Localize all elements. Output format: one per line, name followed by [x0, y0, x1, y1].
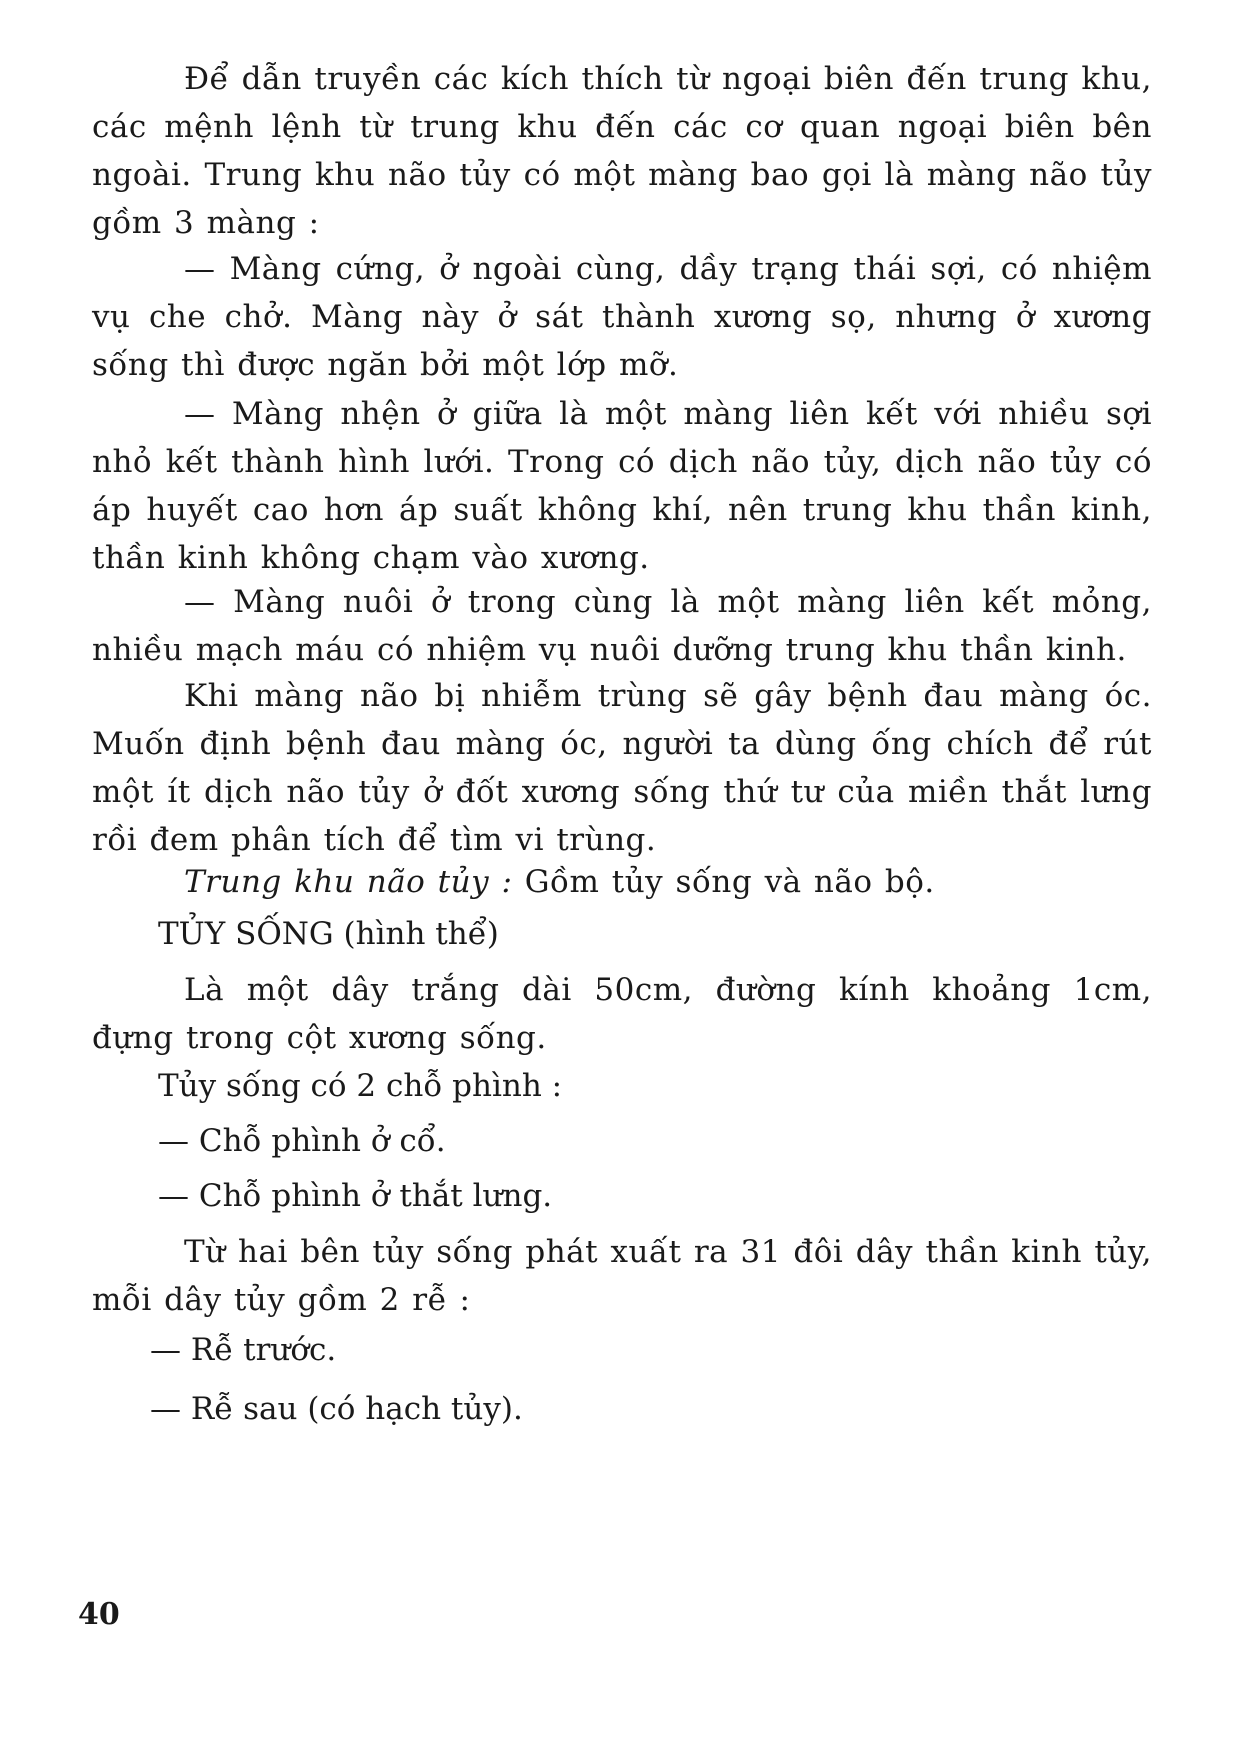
term-definition: Gồm tủy sống và não bộ. [512, 864, 935, 900]
section-heading: TỦY SỐNG (hình thể) [158, 916, 499, 952]
paragraph-dura-mater: — Màng cứng, ở ngoài cùng, dầy trạng thái sợi, có nhiệm vụ che chở. Màng này ở sát thành xương sọ, nhưng ở xương sống thì được ngăn bởi một lớp mỡ. [92, 251, 1152, 383]
page-number: 40 [78, 1597, 120, 1632]
list-item: — Rễ trước. [150, 1332, 337, 1368]
paragraph-meningitis: Khi màng não bị nhiễm trùng sẽ gây bệnh đau màng óc. Muốn định bệnh đau màng óc, người ta dùng ống chích để rút một ít dịch não tủy ở đốt xương sống thứ tư của miền thắt lưng rồi đem phân tích để tìm vi trùng. [92, 678, 1152, 858]
paragraph-spinal-nerves: Từ hai bên tủy sống phát xuất ra 31 đôi dây thần kinh tủy, mỗi dây tủy gồm 2 rễ : [92, 1234, 1152, 1318]
paragraph-pia-mater: — Màng nuôi ở trong cùng là một màng liên kết mỏng, nhiều mạch máu có nhiệm vụ nuôi dưỡng trung khu thần kinh. [92, 584, 1152, 668]
italic-term: Trung khu não tủy : [184, 864, 513, 900]
list-item: — Rễ sau (có hạch tủy). [150, 1391, 523, 1427]
paragraph-meninges-intro: Để dẫn truyền các kích thích từ ngoại biên đến trung khu, các mệnh lệnh từ trung khu đến các cơ quan ngoại biên bên ngoài. Trung khu não tủy có một màng bao gọi là màng não tủy gồm 3 màng : [92, 61, 1152, 241]
list-item: — Chỗ phình ở cổ. [158, 1123, 446, 1159]
list-item: — Chỗ phình ở thắt lưng. [158, 1178, 553, 1214]
paragraph-enlargements: Tủy sống có 2 chỗ phình : [158, 1068, 563, 1104]
paragraph-spinal-cord: Là một dây trắng dài 50cm, đường kính khoảng 1cm, đựng trong cột xương sống. [92, 972, 1152, 1056]
paragraph-arachnoid: — Màng nhện ở giữa là một màng liên kết với nhiều sợi nhỏ kết thành hình lưới. Trong có dịch não tủy, dịch não tủy có áp huyết cao hơn áp suất không khí, nên trung khu thần kinh, thần kinh không chạm vào xương. [92, 396, 1152, 576]
paragraph-central-nervous [92, 858, 1152, 906]
